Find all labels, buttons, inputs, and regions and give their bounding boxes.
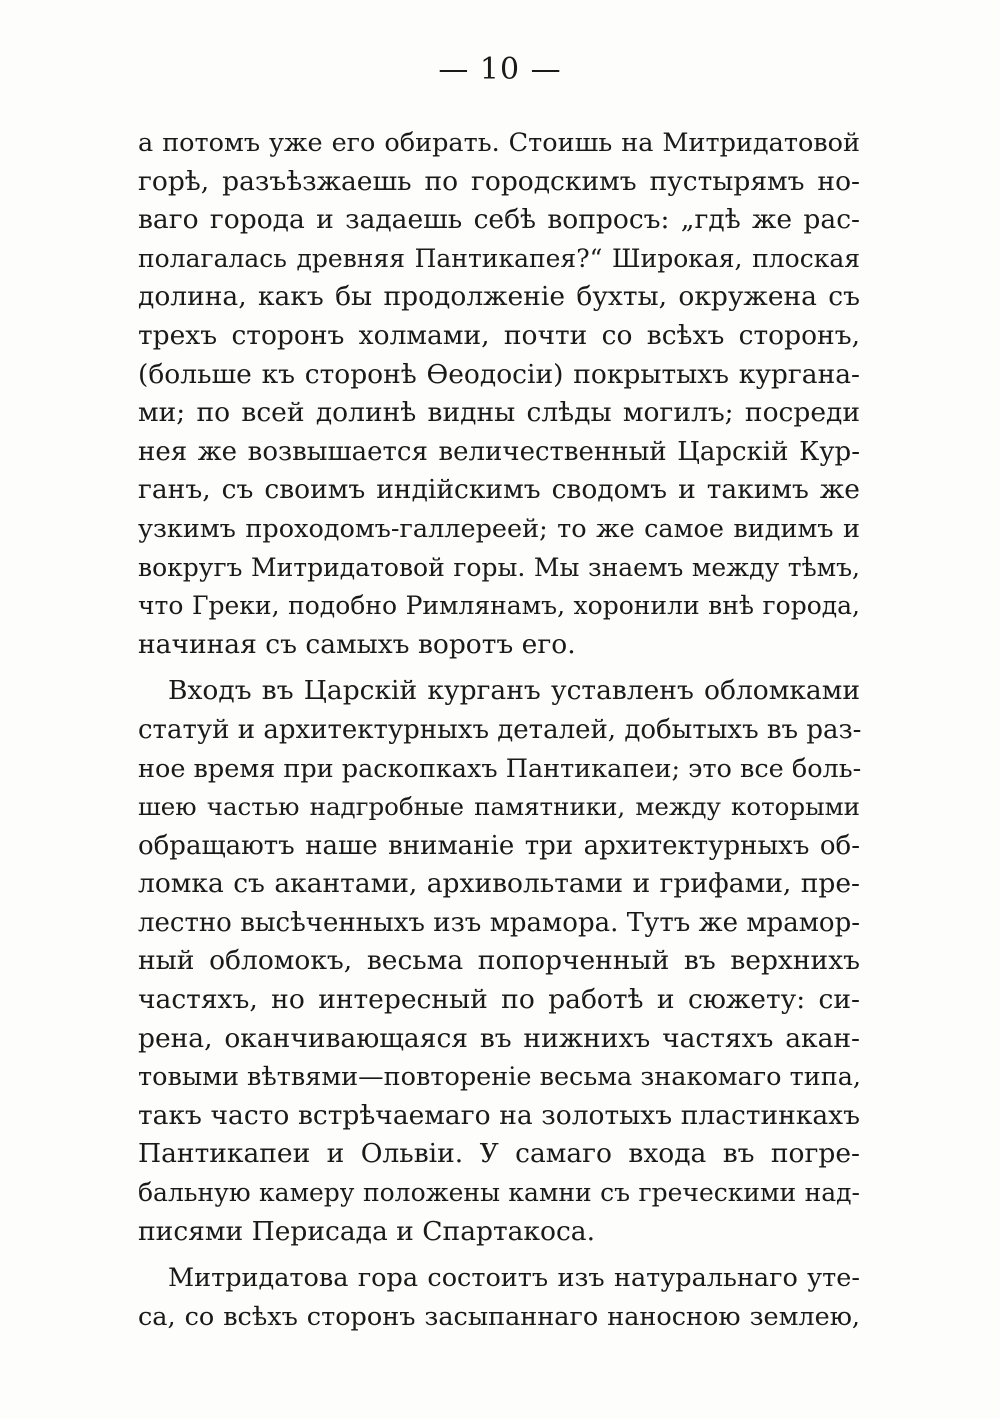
page-number: — 10 — (438, 52, 562, 87)
text-line: вокругъ Митридатовой горы. Мы знаемъ между тѣмъ, (138, 552, 860, 582)
text-line: трехъ сторонъ холмами, почти со всѣхъ сторонъ, (138, 319, 860, 351)
text-line: Пантикапеи и Ольвіи. У самаго входа въ погре- (138, 1138, 860, 1170)
text-line: ваго города и задаешь себѣ вопросъ: „гдѣ же рас- (138, 204, 860, 236)
text-line: ное время при раскопкахъ Пантикапеи; это все боль- (138, 753, 862, 784)
text-line: Входъ въ Царскій курганъ уставленъ обломками (168, 675, 860, 707)
text-line: ный обломокъ, весьма попорченный въ верхнихъ (138, 945, 860, 977)
paragraph-1 (138, 124, 860, 664)
text-line: полагалась древняя Пантикапея?“ Широкая, плоская (138, 243, 860, 273)
text-line: шею частью надгробные памятники, между которыми (138, 792, 860, 822)
text-line: ми; по всей долинѣ видны слѣды могилъ; посреди (138, 397, 860, 429)
text-line: лестно высѣченныхъ изъ мрамора. Тутъ же мрамор- (138, 907, 860, 938)
text-line: начиная съ самыхъ воротъ его. (138, 628, 576, 660)
text-line: (больше къ сторонѣ Ѳеодосіи) покрытыхъ курганa- (138, 358, 860, 390)
text-line: са, со всѣхъ сторонъ засыпаннаго наносною землею, (138, 1301, 860, 1332)
text-line: ломка съ акантами, архивольтами и грифами, пре- (138, 868, 860, 900)
text-line: что Греки, подобно Римлянамъ, хоронили внѣ города, (138, 591, 860, 621)
text-line: нея же возвышается величественный Царскій Кур- (138, 436, 860, 467)
text-line: обращаютъ наше вниманіе три архитектурныхъ об- (138, 830, 860, 861)
text-line: товыми вѣтвями—повтореніе весьма знакомаго типа, (138, 1062, 862, 1093)
text-line: узкимъ проходомъ-галлереей; то же самое видимъ и (138, 513, 860, 544)
text-line: частяхъ, но интересный по работѣ и сюжету: си- (138, 984, 860, 1016)
text-line: рена, оканчивающаяся въ нижнихъ частяхъ акан- (138, 1022, 860, 1054)
text-line: Митридатова гора состоитъ изъ натуральнаго уте- (168, 1263, 860, 1294)
text-line: статуй и архитектурныхъ деталей, добытыхъ въ раз- (138, 714, 862, 745)
paragraph-2 (138, 672, 860, 1251)
text-line: такъ часто встрѣчаемаго на золотыхъ пластинкахъ (138, 1099, 860, 1131)
text-line: а потомъ уже его обирать. Стоишь на Митридатовой (138, 128, 860, 158)
text-line: ганъ, съ своимъ индійскимъ сводомъ и такимъ же (138, 474, 860, 506)
text-line: долина, какъ бы продолженіе бухты, окружена съ (138, 281, 860, 313)
paragraph-3 (138, 1259, 860, 1336)
text-line: бальную камеру положены камни съ греческими над- (138, 1178, 860, 1208)
body-text (138, 124, 860, 1336)
text-line: горѣ, разъѣзжаешь по городскимъ пустырямъ но- (138, 165, 860, 197)
text-line: писями Перисада и Спартакоса. (138, 1215, 596, 1247)
